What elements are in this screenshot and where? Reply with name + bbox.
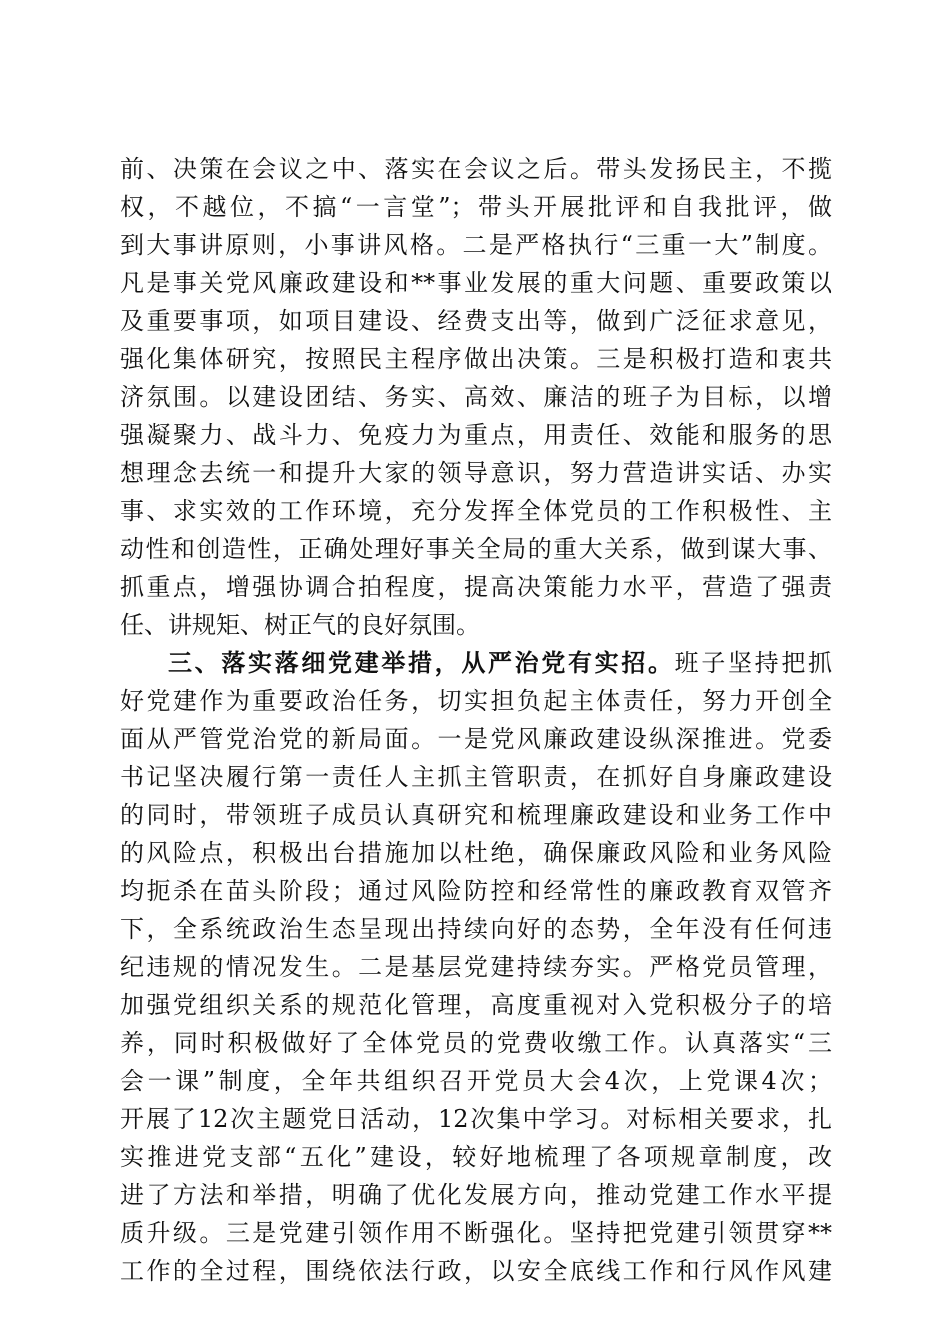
section-3-lead-text: 班子坚持把抓 [674,649,832,677]
text-line: 事、求实效的工作环境，充分发挥全体党员的工作积极性、主 [120,497,832,525]
text-line: 好党建作为重要政治任务，切实担负起主体责任，努力开创全 [120,687,832,715]
text-line: 及重要事项，如项目建设、经费支出等，做到广泛征求意见， [120,307,832,335]
text-line: 抓重点，增强协调合拍程度，提高决策能力水平，营造了强责 [120,573,832,601]
text-line: 书记坚决履行第一责任人主抓主管职责，在抓好自身廉政建设 [120,763,832,791]
text-line: 权，不越位，不搞“一言堂”；带头开展批评和自我批评，做 [120,193,832,221]
section-3-heading: 三、落实落细党建举措，从严治党有实招。 [168,649,675,677]
text-line: 会一课”制度，全年共组织召开党员大会4次，上党课4次； [120,1067,832,1095]
text-line: 下，全系统政治生态呈现出持续向好的态势，全年没有任何违 [120,915,832,943]
text-line: 质升级。三是党建引领作用不断强化。坚持把党建引领贯穿** [120,1219,832,1247]
text-line: 加强党组织关系的规范化管理，高度重视对入党积极分子的培 [120,991,832,1019]
text-line: 凡是事关党风廉政建设和**事业发展的重大问题、重要政策以 [120,269,832,297]
section-3-first-line [120,644,832,682]
text-line: 强凝聚力、战斗力、免疫力为重点，用责任、效能和服务的思 [120,421,832,449]
text-line: 养，同时积极做好了全体党员的党费收缴工作。认真落实“三 [120,1029,832,1057]
text-line: 的同时，带领班子成员认真研究和梳理廉政建设和业务工作中 [120,801,832,829]
text-line: 济氛围。以建设团结、务实、高效、廉洁的班子为目标，以增 [120,383,832,411]
text-line: 面从严管党治党的新局面。一是党风廉政建设纵深推进。党委 [120,725,832,753]
text-line: 任、讲规矩、树正气的良好氛围。 [120,611,480,639]
text-line: 纪违规的情况发生。二是基层党建持续夯实。严格党员管理， [120,953,832,981]
text-line: 前、决策在会议之中、落实在会议之后。带头发扬民主，不揽 [120,155,832,183]
text-line: 工作的全过程，围绕依法行政，以安全底线工作和行风作风建 [120,1257,832,1285]
text-line: 均扼杀在苗头阶段；通过风险防控和经常性的廉政教育双管齐 [120,877,832,905]
text-line: 实推进党支部“五化”建设，较好地梳理了各项规章制度，改 [120,1143,832,1171]
body-text [120,150,832,1290]
text-line: 进了方法和举措，明确了优化发展方向，推动党建工作水平提 [120,1181,832,1209]
text-line: 开展了12次主题党日活动，12次集中学习。对标相关要求，扎 [120,1105,832,1133]
text-line: 动性和创造性，正确处理好事关全局的重大关系，做到谋大事、 [120,535,832,563]
text-line: 的风险点，积极出台措施加以杜绝，确保廉政风险和业务风险 [120,839,832,867]
text-line: 想理念去统一和提升大家的领导意识，努力营造讲实话、办实 [120,459,832,487]
text-line: 到大事讲原则，小事讲风格。二是严格执行“三重一大”制度。 [120,231,832,259]
text-line: 强化集体研究，按照民主程序做出决策。三是积极打造和衷共 [120,345,832,373]
